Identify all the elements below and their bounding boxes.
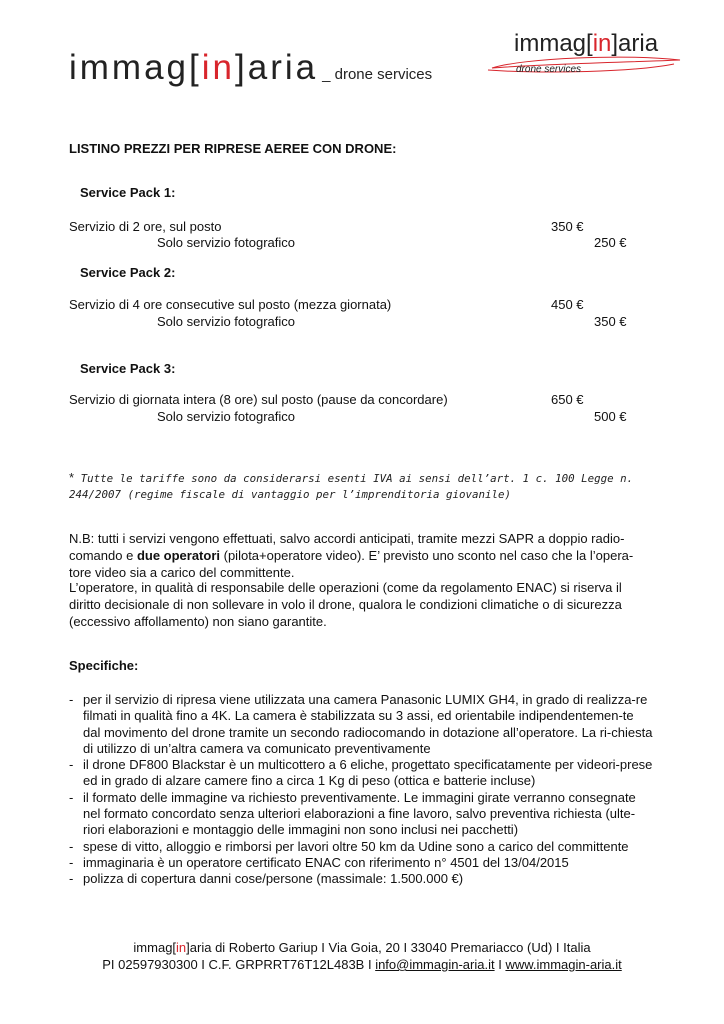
nb-text-bold: due operatori — [136, 547, 221, 563]
tax-note-text: Tutte le tariffe sono da considerarsi esenti IVA ai sensi dell’art. 1 c. 100 Legge n. 244/2007 (regime fiscale di vantaggio per l’imprenditoria giovanile) — [69, 472, 634, 501]
pack1-service: Servizio di 2 ore, sul posto — [69, 219, 222, 234]
small-logo-pre: immag[ — [514, 30, 593, 57]
nb-text-part2: (pilota+operatore video). E’ previsto uno sconto nel caso che la l’opera-tore video sia a carico del committente. — [69, 547, 634, 580]
specs-list — [69, 692, 654, 888]
list-item: - per il servizio di ripresa viene utilizzata una camera Panasonic LUMIX GH4, in grado di realizza-re filmati in qualità fino a 4K. La camera è stabilizzata su 3 assi, ed orientabile indipendentemen-te dal movimento del drone tramite un secondo radiocomando in dotazione all’operatore. La ri-chiesta di utilizzo di un’altra camera va comunicato preventivamente — [69, 692, 653, 756]
footer-address: ]aria di Roberto Gariup I Via Goia, 20 I 33040 Premariacco (Ud) I Italia — [186, 940, 591, 955]
footer-email-link[interactable]: info@immagin-aria.it — [375, 957, 495, 972]
small-logo-tagline: drone services — [516, 64, 582, 75]
footer-brand-accent: in — [176, 940, 187, 955]
logo-text-post: ]aria — [235, 48, 319, 87]
small-logo — [514, 30, 658, 58]
list-item: - il drone DF800 Blackstar è un multicottero a 6 eliche, progettato specificatamente per videori-prese ed in grado di alzare camere fino a circa 1 Kg di peso (ottica e batterie incluse) — [69, 757, 653, 789]
price-list-heading: LISTINO PREZZI PER RIPRESE AEREE CON DRONE: — [69, 141, 397, 156]
small-logo-accent: in — [592, 30, 612, 57]
spec-text: per il servizio di ripresa viene utilizzata una camera Panasonic LUMIX GH4, in grado di realizza-re filmati in qualità fino a 4K. La camera è stabilizzata su 3 assi, ed orientabile indipendentemen-te dal movimento del drone tramite un secondo radiocomando in dotazione all’operatore. La ri-chiesta di utilizzo di un’altra camera va comunicato preventivamente — [83, 692, 653, 756]
spec-text: il drone DF800 Blackstar è un multicottero a 6 eliche, progettato specificatamente per videori-prese ed in grado di alzare camere fino a circa 1 Kg di peso (ottica e batterie incluse) — [83, 757, 653, 789]
tax-note-asterisk: * — [69, 470, 75, 485]
spec-text: il formato delle immagine va richiesto preventivamente. Le immagini girate verranno consegnate nel formato concordato senza ulteriori elaborazioni a fine lavoro, salvo preventiva richiesta (ulte-riori elaborazioni e montaggio delle immagini non sono inclusi nei pacchetti) — [83, 789, 636, 838]
specs-heading: Specifiche: — [69, 658, 139, 673]
pack1-price: 350 € — [551, 219, 584, 234]
footer-separator: I — [494, 957, 506, 972]
footer-line2 — [0, 957, 724, 972]
list-item: - spese di vitto, alloggio e rimborsi per lavori oltre 50 km da Udine sono a carico del committente — [69, 838, 629, 854]
pack3-title: Service Pack 3: — [80, 361, 176, 376]
footer-website-link[interactable]: www.immagin-aria.it — [505, 957, 622, 972]
list-item: - il formato delle immagine va richiesto preventivamente. Le immagini girate verranno consegnate nel formato concordato senza ulteriori elaborazioni a fine lavoro, salvo preventiva richiesta (ulte-riori elaborazioni e montaggio delle immagini non sono inclusi nei pacchetti) — [69, 789, 636, 838]
main-logo — [69, 48, 432, 88]
pack3-price: 650 € — [551, 392, 584, 407]
spec-text: spese di vitto, alloggio e rimborsi per lavori oltre 50 km da Udine sono a carico del committente — [83, 838, 629, 854]
logo-text-accent: in — [201, 48, 235, 87]
spec-text: immaginaria è un operatore certificato ENAC con riferimento n° 4501 del 13/04/2015 — [83, 854, 569, 870]
pack2-service: Servizio di 4 ore consecutive sul posto (mezza giornata) — [69, 297, 392, 312]
operator-paragraph: L’operatore, in qualità di responsabile delle operazioni (come da regolamento ENAC) si riserva il diritto decisionale di non sollevare in volo il drone, qualora le condizioni climatiche o di sicurezza (eccessivo affollamento) non siano garantite. — [69, 580, 622, 629]
pack3-photo-price: 500 € — [594, 409, 627, 424]
logo-tagline: _ drone services — [322, 66, 433, 83]
logo-swoosh-graphic — [484, 56, 684, 78]
small-logo-post: ]aria — [611, 30, 659, 57]
pack3-photo-label: Solo servizio fotografico — [157, 409, 296, 424]
pack2-title: Service Pack 2: — [80, 265, 176, 280]
pack2-photo-price: 350 € — [594, 314, 627, 329]
pack2-price: 450 € — [551, 297, 584, 312]
tax-note — [69, 470, 669, 503]
footer-brand-pre: immag[ — [133, 940, 177, 955]
list-item: - polizza di copertura danni cose/persone (massimale: 1.500.000 €) — [69, 871, 464, 887]
footer-tax-ids: PI 02597930300 I C.F. GRPRRT76T12L483B I — [102, 957, 376, 972]
nb-paragraph — [69, 531, 649, 581]
footer-line1 — [0, 940, 724, 955]
nb-text-part1: N.B: tutti i servizi vengono effettuati, salvo accordi anticipati, tramite mezzi SAPR a doppio radio-comando e — [69, 531, 625, 563]
list-item: - immaginaria è un operatore certificato ENAC con riferimento n° 4501 del 13/04/2015 — [69, 854, 569, 870]
logo-text-pre: immag[ — [69, 48, 202, 87]
pack1-photo-price: 250 € — [594, 235, 627, 250]
pack3-service: Servizio di giornata intera (8 ore) sul posto (pause da concordare) — [69, 392, 448, 407]
pack1-photo-label: Solo servizio fotografico — [157, 235, 296, 250]
spec-text: polizza di copertura danni cose/persone (massimale: 1.500.000 €) — [83, 871, 464, 887]
pack2-photo-label: Solo servizio fotografico — [157, 314, 296, 329]
pack1-title: Service Pack 1: — [80, 185, 176, 200]
